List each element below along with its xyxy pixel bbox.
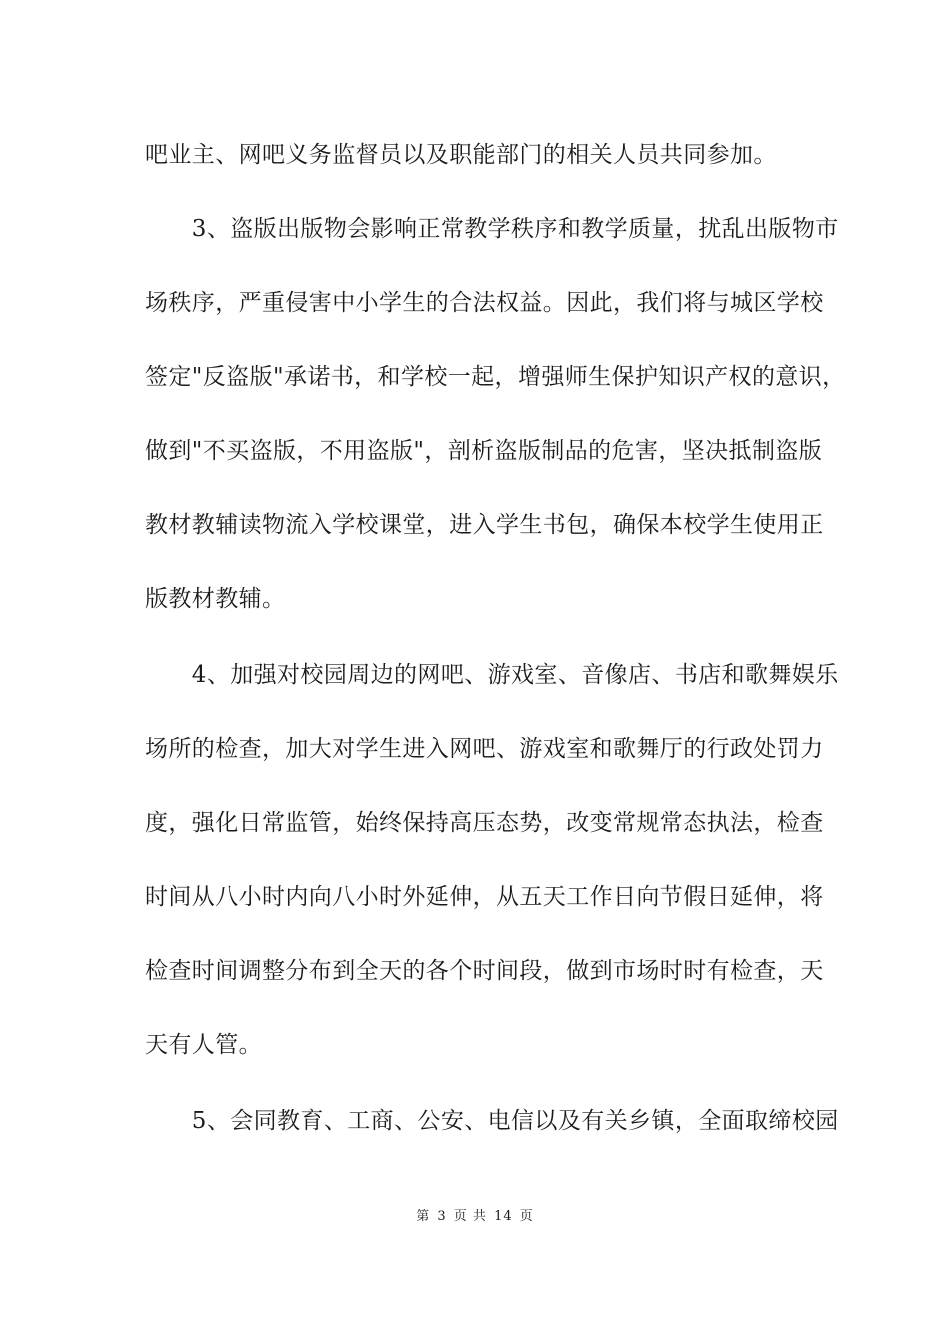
text-line: 教材教辅读物流入学校课堂，进入学生书包，确保本校学生使用正 [145,512,824,538]
page-footer [0,1207,950,1227]
footer-middle: 页 共 [453,1209,487,1224]
text-line: 5、会同教育、工商、公安、电信以及有关乡镇，全面取缔校园 [145,1108,839,1134]
text-line: 场所的检查，加大对学生进入网吧、游戏室和歌舞厅的行政处罚力 [145,736,824,762]
text-line: 检查时间调整分布到全天的各个时间段，做到市场时时有检查，天 [145,958,824,984]
text-line: 版教材教辅。 [145,586,286,612]
text-line: 吧业主、网吧义务监督员以及职能部门的相关人员共同参加。 [145,142,777,168]
footer-total-pages: 14 [494,1209,513,1224]
footer-suffix: 页 [519,1209,534,1224]
text-line: 度，强化日常监管，始终保持高压态势，改变常规常态执法，检查 [145,810,824,836]
text-line: 4、加强对校园周边的网吧、游戏室、音像店、书店和歌舞娱乐 [145,662,839,688]
text-line: 签定"反盗版"承诺书，和学校一起，增强师生保护知识产权的意识， [145,364,846,390]
footer-prefix: 第 [416,1209,431,1224]
footer-current-page: 3 [437,1209,447,1224]
text-line: 时间从八小时内向八小时外延伸，从五天工作日向节假日延伸，将 [145,884,824,910]
text-line: 做到"不买盗版，不用盗版"，剖析盗版制品的危害，坚决抵制盗版 [145,438,823,464]
text-line: 场秩序，严重侵害中小学生的合法权益。因此，我们将与城区学校 [145,290,824,316]
text-line: 天有人管。 [145,1032,262,1058]
text-line: 3、盗版出版物会影响正常教学秩序和教学质量，扰乱出版物市 [145,216,839,242]
